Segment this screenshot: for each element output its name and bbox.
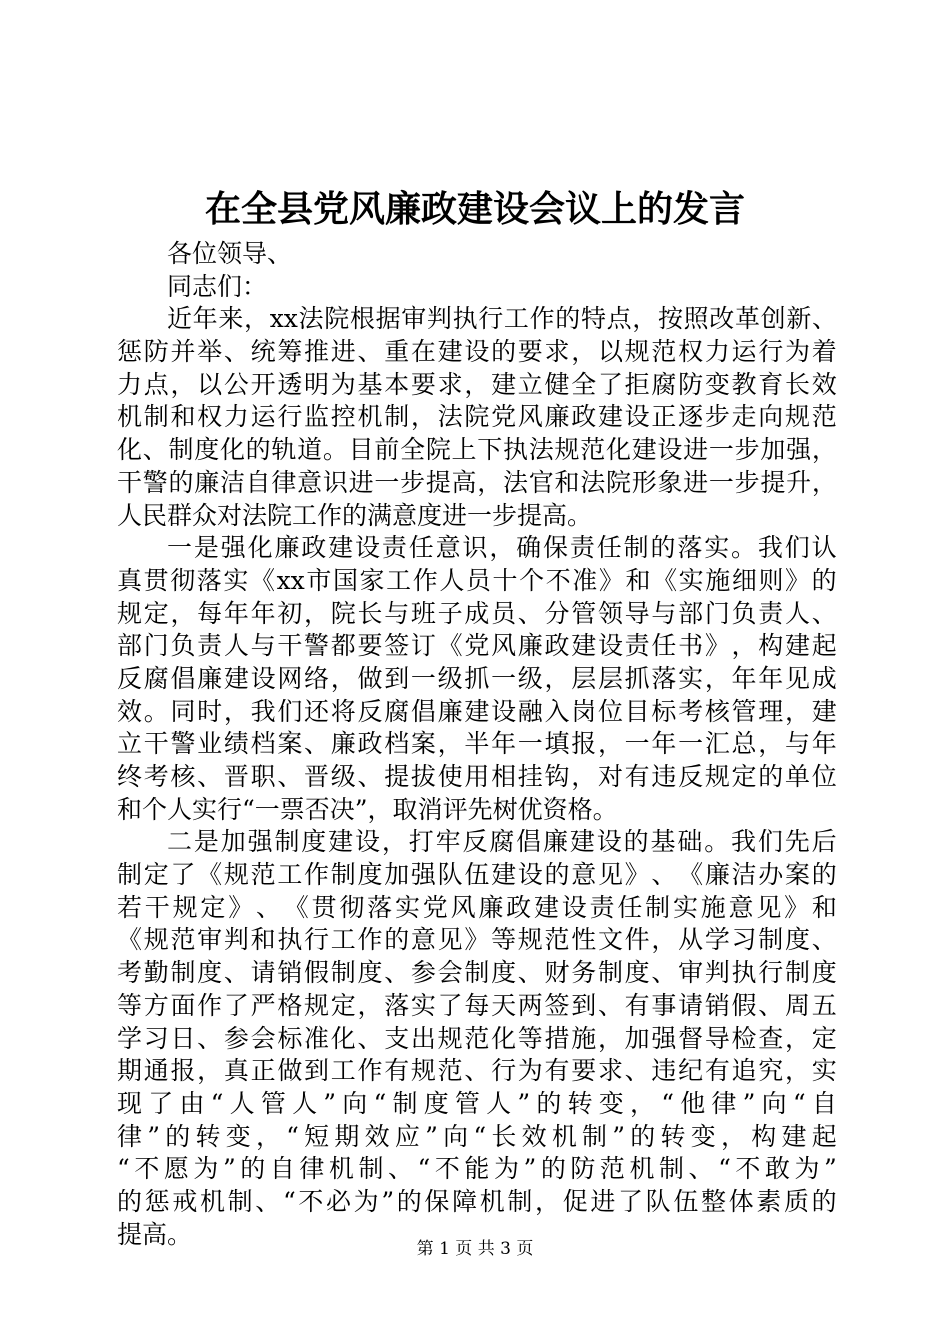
text-line: 效 。 同 时 ， 我 们 还 将 反 腐 倡 廉 建 设 融 入 岗 位 目 标 考 核 管 理 ， 建	[117, 696, 837, 726]
text-line: 学 习 日 、 参 会 标 准 化 、 支 出 规 范 化 等 措 施 ， 加 强 督 导 检 查 ， 定	[117, 1023, 837, 1053]
text-line: 真 贯 彻 落 实 《 xx 市 国 家 工 作 人 员 十 个 不 准 》 和 《 实 施 细 则 》 的	[117, 565, 837, 595]
text-line: 和个人实行“一票否决”，取消评先树优资格。	[117, 794, 618, 824]
text-line: 二 是 加 强 制 度 建 设 ， 打 牢 反 腐 倡 廉 建 设 的 基 础 。 我 们 先 后	[167, 827, 837, 857]
text-line: 立 干 警 业 绩 档 案 、 廉 政 档 案 ， 半 年 一 填 报 ， 一 年 一 汇 总 ， 与 年	[117, 729, 837, 759]
text-line: 期 通 报 ， 真 正 做 到 工 作 有 规 范 、 行 为 有 要 求 、 违 纪 有 追 究 ， 实	[117, 1056, 837, 1086]
text-line: 现 了 由 “ 人 管 人 ” 向 “ 制 度 管 人 ” 的 转 变 ， “ 他 律 ” 向 “ 自	[117, 1088, 837, 1118]
text-line: 一 是 强 化 廉 政 建 设 责 任 意 识 ， 确 保 责 任 制 的 落 实 。 我 们 认	[167, 533, 837, 563]
text-line: 同志们：	[167, 271, 268, 301]
text-line: 力 点 ， 以 公 开 透 明 为 基 本 要 求 ， 建 立 健 全 了 拒 腐 防 变 教 育 长 效	[117, 369, 837, 399]
text-line: 干 警 的 廉 洁 自 律 意 识 进 一 步 提 高 ， 法 官 和 法 院 形 象 进 一 步 提 升 ，	[117, 467, 837, 497]
text-line: 等 方 面 作 了 严 格 规 定 ， 落 实 了 每 天 两 签 到 、 有 事 请 销 假 、 周 五	[117, 990, 837, 1020]
document-title: 在全县党风廉政建设会议上的发言	[204, 188, 745, 230]
page-number-footer: 第 1 页 共 3 页	[416, 1239, 534, 1259]
text-line: 若 干 规 定 》 、 《 贯 彻 落 实 党 风 廉 政 建 设 责 任 制 实 施 意 见 》 和	[117, 892, 837, 922]
text-line: 终 考 核 、 晋 职 、 晋 级 、 提 拔 使 用 相 挂 钩 ， 对 有 违 反 规 定 的 单 位	[117, 762, 837, 791]
text-line: 人民群众对法院工作的满意度进一步提高。	[117, 500, 593, 530]
text-line: 考 勤 制 度 、 请 销 假 制 度 、 参 会 制 度 、 财 务 制 度 、 审 判 执 行 制 度	[117, 958, 837, 988]
text-line: 机 制 和 权 力 运 行 监 控 机 制 ， 法 院 党 风 廉 政 建 设 正 逐 步 走 向 规 范	[117, 402, 837, 432]
text-line: 各位领导、	[167, 239, 293, 268]
text-line: 的 惩 戒 机 制 、 “ 不 必 为 ” 的 保 障 机 制 ， 促 进 了 队 伍 整 体 素 质 的	[117, 1186, 837, 1216]
text-line: 《 规 范 审 判 和 执 行 工 作 的 意 见 》 等 规 范 性 文 件 ， 从 学 习 制 度 、	[117, 925, 837, 955]
text-line: 部 门 负 责 人 与 干 警 都 要 签 订 《 党 风 廉 政 建 设 责 任 书 》 ， 构 建 起	[117, 631, 837, 661]
text-line: 制 定 了 《 规 范 工 作 制 度 加 强 队 伍 建 设 的 意 见 》 、 《 廉 洁 办 案 的	[117, 860, 837, 890]
text-line: 化 、 制 度 化 的 轨 道 。 目 前 全 院 上 下 执 法 规 范 化 建 设 进 一 步 加 强 ，	[117, 435, 837, 465]
document-body	[117, 238, 837, 1251]
text-line: 惩 防 并 举 、 统 筹 推 进 、 重 在 建 设 的 要 求 ， 以 规 范 权 力 运 行 为 着	[117, 337, 837, 367]
text-line: 近 年 来 ， xx 法 院 根 据 审 判 执 行 工 作 的 特 点 ， 按 照 改 革 创 新 、	[167, 304, 837, 334]
text-line: 反 腐 倡 廉 建 设 网 络 ， 做 到 一 级 抓 一 级 ， 层 层 抓 落 实 ， 年 年 见 成	[117, 663, 837, 693]
text-line: 提高。	[117, 1219, 193, 1249]
text-line: 规 定 ， 每 年 年 初 ， 院 长 与 班 子 成 员 、 分 管 领 导 与 部 门 负 责 人 、	[117, 598, 837, 628]
text-line: 律 ” 的 转 变 ， “ 短 期 效 应 ” 向 “ 长 效 机 制 ” 的 转 变 ， 构 建 起	[117, 1121, 837, 1151]
text-line: “ 不 愿 为 ” 的 自 律 机 制 、 “ 不 能 为 ” 的 防 范 机 制 、 “ 不 敢 为 ”	[117, 1154, 837, 1184]
